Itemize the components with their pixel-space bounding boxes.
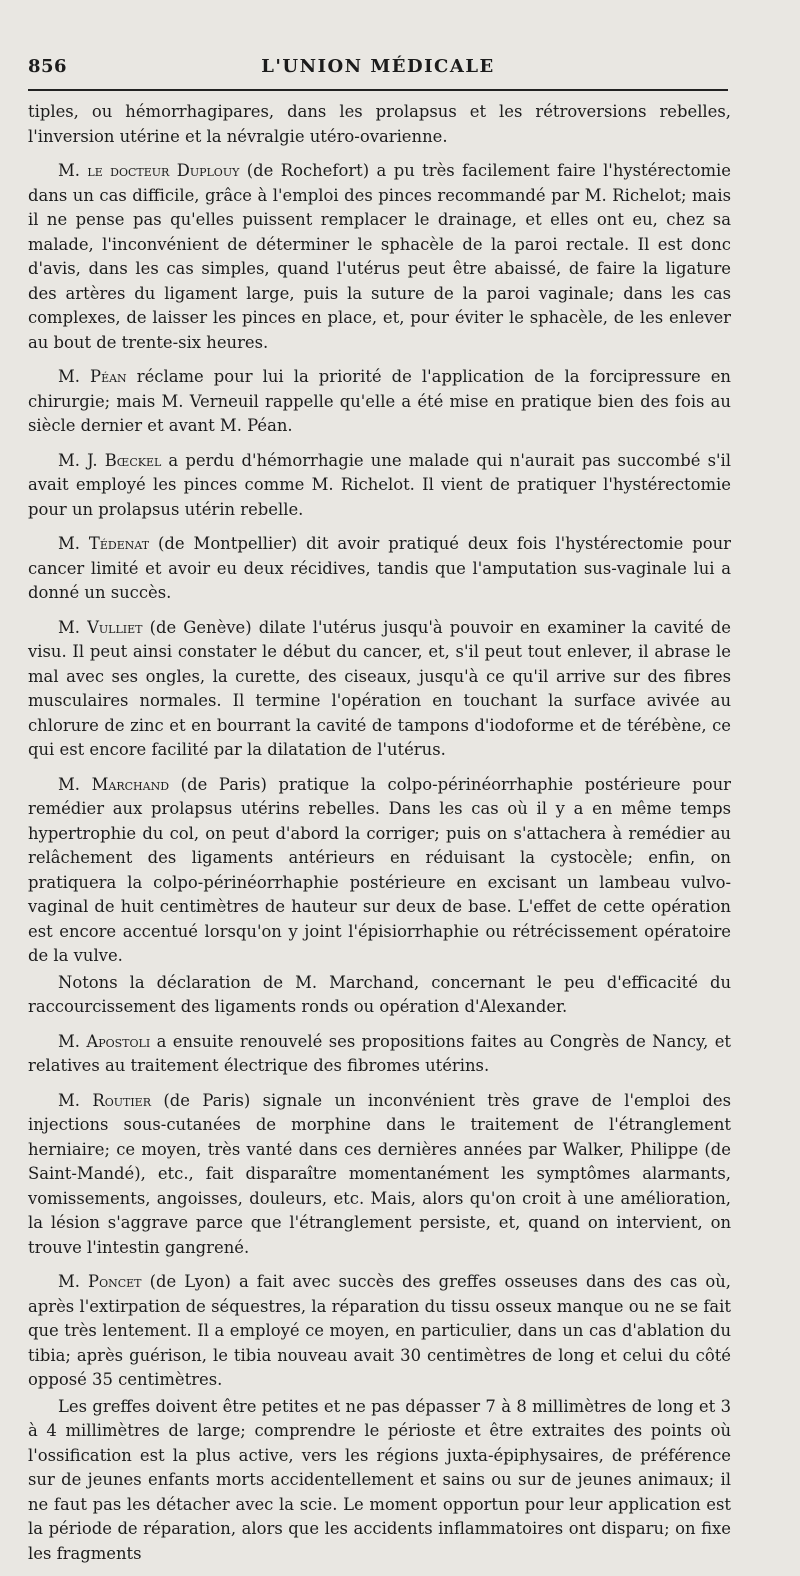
paragraph-text: a ensuite renouvelé ses propositions faites au Congrès de Nancy, et relatives au traitement électrique des fibromes utérins. [28,1031,732,1075]
paragraph [28,1030,731,1079]
paragraph-text: (de Montpellier) dit avoir pratiqué deux fois l'hystérectomie pour cancer limité et avoir eu deux récidives, tandis que l'amputation sus-vaginale lui a donné un succès. [28,534,731,602]
paragraph-text: (de Genève) dilate l'utérus jusqu'à pouvoir en examiner la cavité de visu. Il peut ainsi constater le début du cancer, et, s'il peut tout enlever, il abrase le mal avec ses ongles, la curette, des ciseaux, jusqu'à ce qu'il arrive sur des fibres musculaires normales. Il termine l'opération en touchant la surface avivée au chlorure de zinc et en bourrant la cavité de tampons d'iodoforme et de térébène, ce qui est encore facilité par la dilatation de l'utérus. [28,617,731,759]
paragraph [28,1089,731,1261]
speaker-name: M. Routier [58,1090,151,1110]
page-header [28,56,728,84]
speaker-name: M. Tédenat [58,534,150,553]
paragraph-text: Les greffes doivent être petites et ne pas dépasser 7 à 8 millimètres de long et 3 à 4 millimètres de large; comprendre le périoste et être extraites des points où l'ossification est la plus active, vers les régions juxta-épiphysaires, de préférence sur de jeunes enfants morts accidentellement et sains ou sur de jeunes animaux; il ne faut pas les détacher avec la scie. Le moment opportun pour leur application est la période de réparation, alors que les accidents inflammatoires ont disparu; on fixe les fragments [28,1396,731,1563]
article-body [28,100,731,1576]
paragraph-text: (de Paris) signale un inconvénient très grave de l'emploi des injections sous-cutanées de morphine dans le traitement de l'étranglement herniaire; ce moyen, très vanté dans ces dernières années par Walker, Philippe (de Saint-Mandé), etc., fait disparaître momentanément les symptômes alarmants, vomissements, angoisses, douleurs, etc. Mais, alors qu'on croit à une amélioration, la lésion s'aggrave parce que l'étranglement persiste, et, quand on intervient, on trouve l'intestin gangrené. [28,1090,732,1257]
paragraph [28,971,731,1020]
paragraph [28,773,731,969]
journal-title: L'UNION MÉDICALE [261,56,495,77]
paragraph [28,449,731,523]
paragraph-text: (de Paris) pratique la colpo-périnéorrhaphie postérieure pour remédier aux prolapsus utérins rebelles. Dans les cas où il y a en même temps hypertrophie du col, on peut d'abord la corriger; puis on s'attachera à remédier au relâchement des ligaments antérieurs en réduisant la cystocèle; enfin, on pratiquera la colpo-périnéorrhaphie postérieure en excisant un lambeau vulvo-vaginal de huit centimètres de hauteur sur deux de base. L'effet de cette opération est encore accentué lorsqu'on y joint l'épisiorrhaphie ou rétrécissement opératoire de la vulve. [28,774,731,965]
speaker-name: M. Vulliet [58,617,143,637]
speaker-name: M. Poncet [58,1272,142,1291]
paragraph [28,1270,731,1393]
speaker-name: M. Apostoli [58,1031,151,1051]
paragraph [28,100,731,149]
speaker-name: M. Marchand [58,774,170,794]
speaker-name: M. Péan [58,367,127,386]
paragraph [28,1395,731,1567]
header-rule [28,89,728,91]
paragraph-text: (de Lyon) a fait avec succès des greffes osseuses dans des cas où, après l'extirpation de séquestres, la réparation du tissu osseux manque ou ne se fait que très lentement. Il a employé ce moyen, en particulier, dans un cas d'ablation du tibia; après guérison, le tibia nouveau avait 30 centimètres de long et celui du côté opposé 35 centimètres. [28,1272,731,1389]
paragraph-text: (de Rochefort) a pu très facilement faire l'hystérectomie dans un cas difficile, grâce à l'emploi des pinces recommandé par M. Richelot; mais il ne pense pas qu'elles puissent remplacer le drainage, et elles ont eu, chez sa malade, l'inconvénient de déterminer le sphacèle de la paroi rectale. Il est donc d'avis, dans les cas simples, quand l'utérus peut être abaissé, de faire la ligature des artères du ligament large, puis la suture de la paroi vaginale; dans les cas complexes, de laisser les pinces en place, et, pour éviter le sphacèle, de les enlever au bout de trente-six heures. [28,161,731,352]
speaker-name: M. le docteur Duplouy [58,161,240,180]
paragraph-text: tiples, ou hémorrhagipares, dans les prolapsus et les rétroversions rebelles, l'inversion utérine et la névralgie utéro-ovarienne. [28,102,731,146]
paragraph-text: a perdu d'hémorrhagie une malade qui n'aurait pas succombé s'il avait employé les pinces comme M. Richelot. Il vient de pratiquer l'hystérectomie pour un prolapsus utérin rebelle. [28,450,731,519]
paragraph [28,532,731,606]
paragraph-text: réclame pour lui la priorité de l'application de la forcipressure en chirurgie; mais M. Verneuil rappelle qu'elle a été mise en pratique bien des fois au siècle dernier et avant M. Péan. [28,367,731,435]
page-number: 856 [28,56,68,77]
paragraph [28,616,731,763]
paragraph [28,365,731,439]
paragraph-text: Notons la déclaration de M. Marchand, concernant le peu d'efficacité du raccourcissement des ligaments ronds ou opération d'Alexander. [28,972,731,1016]
speaker-name: M. J. Bœckel [58,450,162,470]
paragraph [28,159,731,355]
